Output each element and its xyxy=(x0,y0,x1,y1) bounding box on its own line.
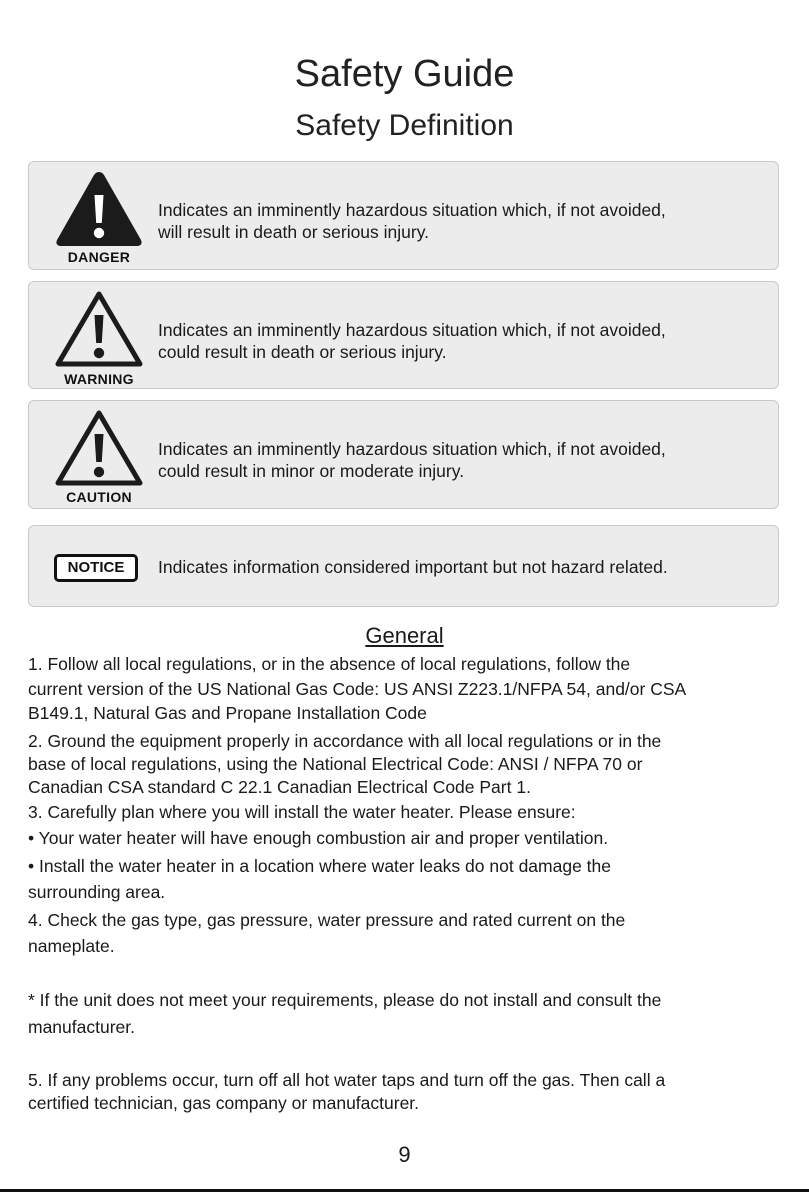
caution-definition-box xyxy=(28,400,779,509)
caution-label: CAUTION xyxy=(66,489,132,505)
warning-triangle-icon xyxy=(53,289,145,369)
general-item-4: 4. Check the gas type, gas pressure, water pressure and rated current on the nameplate. xyxy=(28,910,626,956)
general-heading: General xyxy=(365,623,444,648)
general-bullet-location: • Install the water heater in a location where water leaks do not damage the surrounding area. xyxy=(28,856,611,902)
caution-description: Indicates an imminently hazardous situation which, if not avoided, could result in minor or moderate injury. xyxy=(158,439,666,481)
caution-triangle-icon xyxy=(53,408,145,488)
general-item-2: 2. Ground the equipment properly in accordance with all local regulations or in the base of local regulations, using the National Electrical Code: ANSI / NFPA 70 or Canadian CSA standard C 22.1 Canadian Electrical Code Part 1. xyxy=(28,731,662,797)
warning-definition-box xyxy=(28,281,779,389)
notice-label: NOTICE xyxy=(54,554,138,582)
general-note: * If the unit does not meet your requirements, please do not install and consult the manufacturer. xyxy=(28,990,662,1037)
notice-description: Indicates information considered important but not hazard related. xyxy=(158,557,668,577)
general-bullet-ventilation: • Your water heater will have enough combustion air and proper ventilation. xyxy=(28,828,609,848)
general-item-5: 5. If any problems occur, turn off all hot water taps and turn off the gas. Then call a certified technician, gas company or manufacturer. xyxy=(28,1070,666,1113)
notice-definition-box xyxy=(28,525,779,607)
general-item-3: 3. Carefully plan where you will install the water heater. Please ensure: xyxy=(28,802,576,822)
warning-description: Indicates an imminently hazardous situation which, if not avoided, could result in death or serious injury. xyxy=(158,320,666,362)
general-item-1: 1. Follow all local regulations, or in the absence of local regulations, follow the current version of the US National Gas Code: US ANSI Z223.1/NFPA 54, and/or CSA B149.1, Natural Gas and Propane Installation Code xyxy=(28,654,687,723)
danger-definition-box xyxy=(28,161,779,270)
danger-label: DANGER xyxy=(67,249,131,265)
danger-warning-triangle-icon xyxy=(53,169,145,249)
warning-label: WARNING xyxy=(64,371,134,387)
danger-description: Indicates an imminently hazardous situation which, if not avoided, will result in death or serious injury. xyxy=(158,200,666,242)
page-number: 9 xyxy=(398,1142,411,1167)
page-title: Safety Guide xyxy=(294,53,515,95)
page-subtitle: Safety Definition xyxy=(295,109,514,142)
